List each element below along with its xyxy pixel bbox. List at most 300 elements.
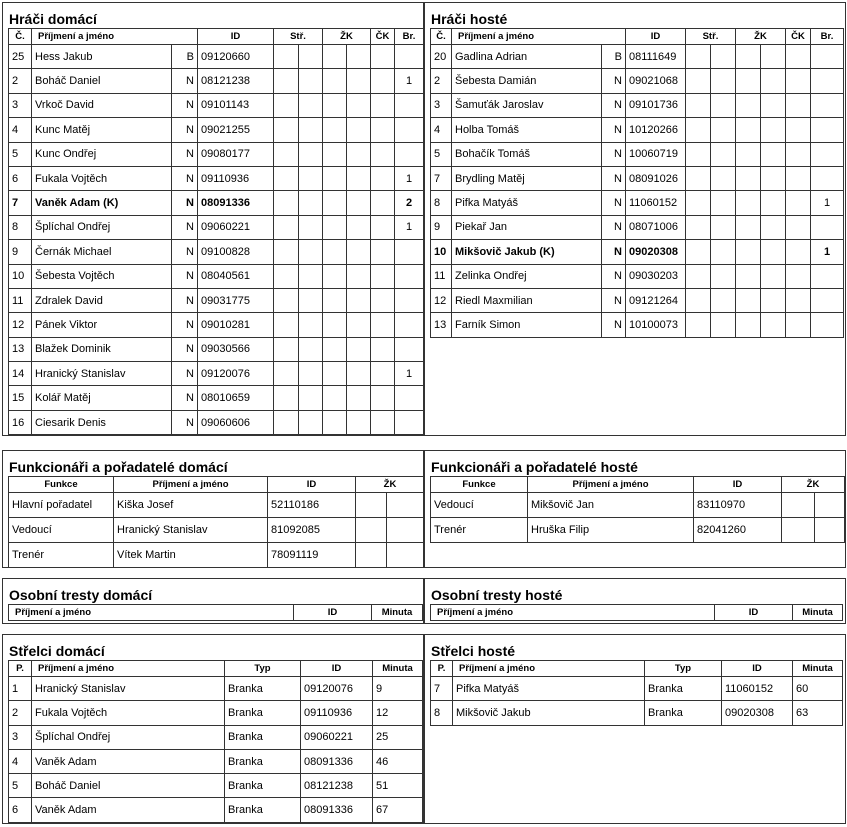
player-id: 09030566: [198, 337, 274, 361]
player-number: 5: [9, 142, 32, 166]
player-name: Šplíchal Ondřej: [32, 215, 172, 239]
scorer-order: 6: [9, 798, 32, 822]
yellow-card-cell-2: [347, 362, 371, 386]
player-id: 09021255: [198, 118, 274, 142]
yellow-card-cell: [356, 493, 387, 518]
goals-cell: [395, 142, 424, 166]
yellow-card-cell-2: [761, 93, 786, 117]
scorer-id: 09060221: [301, 725, 373, 749]
player-position: N: [172, 166, 198, 190]
red-card-cell: [786, 142, 811, 166]
player-id: 09030203: [626, 264, 686, 288]
player-name: Pifka Matyáš: [452, 191, 602, 215]
red-card-cell: [371, 288, 395, 312]
substitution-cell-2: [711, 93, 736, 117]
scorer-name: Boháč Daniel: [32, 774, 225, 798]
yellow-card-cell: [736, 166, 761, 190]
player-id: 09020308: [626, 240, 686, 264]
substitution-cell: [686, 215, 711, 239]
scorer-name: Mikšovič Jakub: [453, 701, 645, 725]
col-type: Typ: [645, 661, 722, 677]
yellow-card-cell: [736, 215, 761, 239]
table-row: [431, 118, 844, 142]
yellow-card-cell-2: [347, 215, 371, 239]
player-position: N: [172, 142, 198, 166]
player-id: 09060221: [198, 215, 274, 239]
staff-id: 82041260: [694, 518, 782, 543]
goal-type: Branka: [645, 701, 722, 725]
player-name: Hess Jakub: [32, 45, 172, 69]
player-position: N: [602, 142, 626, 166]
player-id: 08121238: [198, 69, 274, 93]
goal-minute: 25: [373, 725, 423, 749]
table-row: [9, 264, 424, 288]
yellow-card-cell: [736, 69, 761, 93]
table-row: [9, 677, 423, 701]
player-number: 25: [9, 45, 32, 69]
player-id: 09010281: [198, 313, 274, 337]
player-position: N: [602, 166, 626, 190]
substitution-cell: [686, 118, 711, 142]
red-card-cell: [786, 69, 811, 93]
table-header-row: [9, 29, 424, 45]
scorer-id: 09020308: [722, 701, 793, 725]
staff-function: Vedoucí: [9, 518, 114, 543]
goals-cell: [395, 118, 424, 142]
scorer-order: 1: [9, 677, 32, 701]
red-card-cell: [786, 118, 811, 142]
red-card-cell: [371, 69, 395, 93]
table-header-row: [431, 661, 843, 677]
substitution-cell-2: [299, 313, 323, 337]
yellow-card-cell: [736, 240, 761, 264]
goal-minute: 9: [373, 677, 423, 701]
player-id: 09110936: [198, 166, 274, 190]
player-id: 08010659: [198, 386, 274, 410]
table-row: [9, 69, 424, 93]
home-scorers-table: [8, 660, 423, 823]
yellow-card-cell-2: [347, 337, 371, 361]
yellow-card-cell-2: [347, 264, 371, 288]
red-card-cell: [786, 93, 811, 117]
table-row: [9, 798, 423, 822]
yellow-card-cell-2: [761, 69, 786, 93]
goals-cell: [395, 386, 424, 410]
col-name: Příjmení a jméno: [32, 29, 198, 45]
home-staff-title: Funkcionáři a pořadatelé domácí: [9, 459, 228, 475]
goal-type: Branka: [225, 774, 301, 798]
staff-id: 81092085: [268, 518, 356, 543]
goals-cell: 1: [395, 166, 424, 190]
goals-cell: [811, 166, 844, 190]
staff-function: Vedoucí: [431, 493, 528, 518]
red-card-cell: [786, 45, 811, 69]
col-yellow-card: ŽK: [356, 477, 425, 493]
player-name: Riedl Maxmilian: [452, 288, 602, 312]
col-red-card: ČK: [371, 29, 395, 45]
away-scorers-title: Střelci hosté: [431, 643, 516, 659]
substitution-cell-2: [299, 45, 323, 69]
player-position: N: [602, 288, 626, 312]
player-id: 09120076: [198, 362, 274, 386]
player-id: 09120660: [198, 45, 274, 69]
player-position: N: [172, 264, 198, 288]
substitution-cell: [274, 264, 299, 288]
yellow-card-cell-2: [761, 240, 786, 264]
player-id: 08040561: [198, 264, 274, 288]
table-row: [431, 191, 844, 215]
goals-cell: 2: [395, 191, 424, 215]
player-position: N: [172, 337, 198, 361]
player-id: 09021068: [626, 69, 686, 93]
scorer-name: Vaněk Adam: [32, 798, 225, 822]
player-number: 20: [431, 45, 452, 69]
table-row: [9, 725, 423, 749]
red-card-cell: [371, 215, 395, 239]
yellow-card-cell: [323, 191, 347, 215]
player-position: B: [602, 45, 626, 69]
yellow-card-cell-2: [347, 142, 371, 166]
player-position: N: [172, 362, 198, 386]
table-row: [9, 749, 423, 773]
substitution-cell: [274, 386, 299, 410]
player-position: N: [602, 191, 626, 215]
player-id: 10100073: [626, 313, 686, 337]
col-function: Funkce: [431, 477, 528, 493]
player-id: 09101143: [198, 93, 274, 117]
goals-cell: [811, 264, 844, 288]
player-name: Bohačík Tomáš: [452, 142, 602, 166]
substitution-cell: [274, 166, 299, 190]
red-card-cell: [371, 142, 395, 166]
yellow-card-cell: [323, 240, 347, 264]
away-players-section: [424, 2, 846, 436]
table-row: [9, 518, 425, 543]
player-name: Holba Tomáš: [452, 118, 602, 142]
table-row: [9, 215, 424, 239]
away-staff-title: Funkcionáři a pořadatelé hosté: [431, 459, 638, 475]
col-id: ID: [294, 605, 372, 621]
table-row: [9, 240, 424, 264]
staff-id: 78091119: [268, 543, 356, 568]
yellow-card-cell: [323, 215, 347, 239]
player-position: N: [172, 240, 198, 264]
player-number: 9: [9, 240, 32, 264]
substitution-cell-2: [299, 191, 323, 215]
player-number: 3: [9, 93, 32, 117]
col-substitution: Stř.: [686, 29, 736, 45]
col-id: ID: [715, 605, 793, 621]
table-row: [431, 215, 844, 239]
goal-minute: 12: [373, 701, 423, 725]
substitution-cell: [274, 69, 299, 93]
player-id: 08091336: [198, 191, 274, 215]
goals-cell: 1: [811, 240, 844, 264]
yellow-card-cell: [736, 288, 761, 312]
player-id: 10060719: [626, 142, 686, 166]
table-row: [431, 166, 844, 190]
scorer-id: 11060152: [722, 677, 793, 701]
yellow-card-cell-2: [387, 518, 425, 543]
col-minute: Minuta: [373, 661, 423, 677]
player-id: 09121264: [626, 288, 686, 312]
goals-cell: [811, 45, 844, 69]
table-row: [9, 142, 424, 166]
player-position: N: [172, 386, 198, 410]
yellow-card-cell: [323, 410, 347, 434]
home-players-title: Hráči domácí: [9, 11, 97, 27]
red-card-cell: [371, 45, 395, 69]
col-name: Příjmení a jméno: [453, 661, 645, 677]
substitution-cell: [686, 142, 711, 166]
col-order: P.: [9, 661, 32, 677]
red-card-cell: [786, 240, 811, 264]
table-row: [431, 518, 845, 543]
table-header-row: [9, 661, 423, 677]
staff-function: Trenér: [9, 543, 114, 568]
col-id: ID: [268, 477, 356, 493]
player-number: 10: [431, 240, 452, 264]
scorer-id: 08091336: [301, 798, 373, 822]
player-name: Vrkoč David: [32, 93, 172, 117]
home-players-table: [8, 28, 424, 435]
red-card-cell: [371, 93, 395, 117]
table-row: [9, 386, 424, 410]
goal-minute: 46: [373, 749, 423, 773]
player-number: 5: [431, 142, 452, 166]
player-position: N: [602, 264, 626, 288]
substitution-cell: [686, 288, 711, 312]
table-row: [9, 93, 424, 117]
col-id: ID: [694, 477, 782, 493]
yellow-card-cell: [736, 93, 761, 117]
away-scorers-section: [424, 634, 846, 824]
yellow-card-cell-2: [761, 288, 786, 312]
yellow-card-cell-2: [761, 313, 786, 337]
yellow-card-cell-2: [387, 543, 425, 568]
yellow-card-cell-2: [761, 166, 786, 190]
yellow-card-cell: [736, 45, 761, 69]
substitution-cell: [686, 240, 711, 264]
yellow-card-cell-2: [347, 240, 371, 264]
player-position: N: [172, 410, 198, 434]
scorer-id: 08091336: [301, 749, 373, 773]
yellow-card-cell-2: [347, 118, 371, 142]
goals-cell: [395, 240, 424, 264]
substitution-cell: [274, 313, 299, 337]
yellow-card-cell-2: [347, 386, 371, 410]
substitution-cell-2: [299, 118, 323, 142]
col-id: ID: [198, 29, 274, 45]
yellow-card-cell: [736, 313, 761, 337]
substitution-cell-2: [299, 142, 323, 166]
player-number: 15: [9, 386, 32, 410]
player-number: 14: [9, 362, 32, 386]
red-card-cell: [371, 337, 395, 361]
yellow-card-cell-2: [761, 215, 786, 239]
scorer-name: Vaněk Adam: [32, 749, 225, 773]
yellow-card-cell-2: [387, 493, 425, 518]
yellow-card-cell: [736, 142, 761, 166]
player-position: N: [172, 93, 198, 117]
substitution-cell: [274, 118, 299, 142]
home-penalties-table: [8, 604, 423, 621]
yellow-card-cell-2: [347, 410, 371, 434]
yellow-card-cell: [323, 142, 347, 166]
col-name: Příjmení a jméno: [452, 29, 626, 45]
goals-cell: [395, 410, 424, 434]
goal-type: Branka: [225, 677, 301, 701]
table-row: [431, 93, 844, 117]
table-row: [9, 45, 424, 69]
player-name: Hranický Stanislav: [32, 362, 172, 386]
away-staff-table: [430, 476, 845, 543]
col-name: Příjmení a jméno: [32, 661, 225, 677]
player-number: 7: [9, 191, 32, 215]
substitution-cell-2: [299, 288, 323, 312]
scorer-name: Šplíchal Ondřej: [32, 725, 225, 749]
goals-cell: [395, 264, 424, 288]
substitution-cell: [686, 93, 711, 117]
player-name: Ciesarik Denis: [32, 410, 172, 434]
col-goals: Br.: [811, 29, 844, 45]
scorer-name: Fukala Vojtěch: [32, 701, 225, 725]
table-row: [9, 337, 424, 361]
substitution-cell: [274, 288, 299, 312]
scorer-id: 09110936: [301, 701, 373, 725]
goals-cell: [811, 215, 844, 239]
table-row: [431, 493, 845, 518]
col-id: ID: [626, 29, 686, 45]
substitution-cell-2: [299, 337, 323, 361]
col-number: Č.: [9, 29, 32, 45]
yellow-card-cell-2: [347, 288, 371, 312]
staff-name: Mikšovič Jan: [528, 493, 694, 518]
yellow-card-cell-2: [347, 93, 371, 117]
player-number: 13: [431, 313, 452, 337]
goal-type: Branka: [645, 677, 722, 701]
player-position: N: [602, 69, 626, 93]
home-staff-table: [8, 476, 425, 568]
home-staff-section: [2, 450, 424, 568]
yellow-card-cell-2: [761, 264, 786, 288]
staff-name: Vítek Martin: [114, 543, 268, 568]
table-row: [9, 410, 424, 434]
player-name: Boháč Daniel: [32, 69, 172, 93]
away-penalties-title: Osobní tresty hosté: [431, 587, 563, 603]
player-id: 11060152: [626, 191, 686, 215]
table-row: [431, 701, 843, 725]
player-id: 08111649: [626, 45, 686, 69]
table-row: [431, 313, 844, 337]
player-number: 2: [9, 69, 32, 93]
table-row: [431, 142, 844, 166]
scorer-order: 7: [431, 677, 453, 701]
player-name: Kunc Ondřej: [32, 142, 172, 166]
yellow-card-cell-2: [761, 45, 786, 69]
substitution-cell-2: [711, 264, 736, 288]
yellow-card-cell-2: [347, 313, 371, 337]
player-number: 16: [9, 410, 32, 434]
player-name: Kolář Matěj: [32, 386, 172, 410]
substitution-cell-2: [299, 362, 323, 386]
table-header-row: [9, 605, 423, 621]
player-name: Šamuťák Jaroslav: [452, 93, 602, 117]
yellow-card-cell-2: [815, 493, 845, 518]
home-scorers-title: Střelci domácí: [9, 643, 105, 659]
substitution-cell: [274, 45, 299, 69]
col-type: Typ: [225, 661, 301, 677]
goals-cell: [811, 118, 844, 142]
substitution-cell: [274, 410, 299, 434]
player-name: Brydling Matěj: [452, 166, 602, 190]
goals-cell: [811, 313, 844, 337]
yellow-card-cell-2: [761, 118, 786, 142]
goals-cell: [811, 93, 844, 117]
player-id: 09101736: [626, 93, 686, 117]
substitution-cell: [686, 69, 711, 93]
yellow-card-cell: [736, 118, 761, 142]
goal-type: Branka: [225, 798, 301, 822]
goals-cell: [811, 288, 844, 312]
yellow-card-cell: [736, 191, 761, 215]
substitution-cell: [686, 264, 711, 288]
player-number: 3: [431, 93, 452, 117]
away-players-title: Hráči hosté: [431, 11, 508, 27]
col-minute: Minuta: [793, 605, 843, 621]
player-position: B: [172, 45, 198, 69]
yellow-card-cell: [782, 518, 815, 543]
goal-minute: 51: [373, 774, 423, 798]
red-card-cell: [371, 240, 395, 264]
scorer-id: 08121238: [301, 774, 373, 798]
goals-cell: [395, 313, 424, 337]
player-position: N: [602, 313, 626, 337]
red-card-cell: [786, 264, 811, 288]
scorer-name: Hranický Stanislav: [32, 677, 225, 701]
player-number: 6: [9, 166, 32, 190]
player-position: N: [602, 240, 626, 264]
substitution-cell: [274, 362, 299, 386]
goals-cell: [395, 337, 424, 361]
table-row: [9, 362, 424, 386]
substitution-cell: [686, 166, 711, 190]
yellow-card-cell-2: [815, 518, 845, 543]
table-row: [431, 69, 844, 93]
yellow-card-cell: [323, 118, 347, 142]
table-row: [9, 313, 424, 337]
yellow-card-cell: [736, 264, 761, 288]
player-number: 2: [431, 69, 452, 93]
goals-cell: [811, 142, 844, 166]
goals-cell: 1: [811, 191, 844, 215]
away-staff-section: [424, 450, 846, 568]
player-number: 11: [9, 288, 32, 312]
player-position: N: [602, 93, 626, 117]
col-substitution: Stř.: [274, 29, 323, 45]
player-name: Kunc Matěj: [32, 118, 172, 142]
table-header-row: [431, 477, 845, 493]
staff-name: Kiška Josef: [114, 493, 268, 518]
player-name: Farník Simon: [452, 313, 602, 337]
substitution-cell-2: [711, 69, 736, 93]
yellow-card-cell-2: [347, 191, 371, 215]
player-name: Blažek Dominik: [32, 337, 172, 361]
goals-cell: 1: [395, 69, 424, 93]
home-penalties-section: [2, 578, 424, 624]
col-red-card: ČK: [786, 29, 811, 45]
player-position: N: [602, 215, 626, 239]
